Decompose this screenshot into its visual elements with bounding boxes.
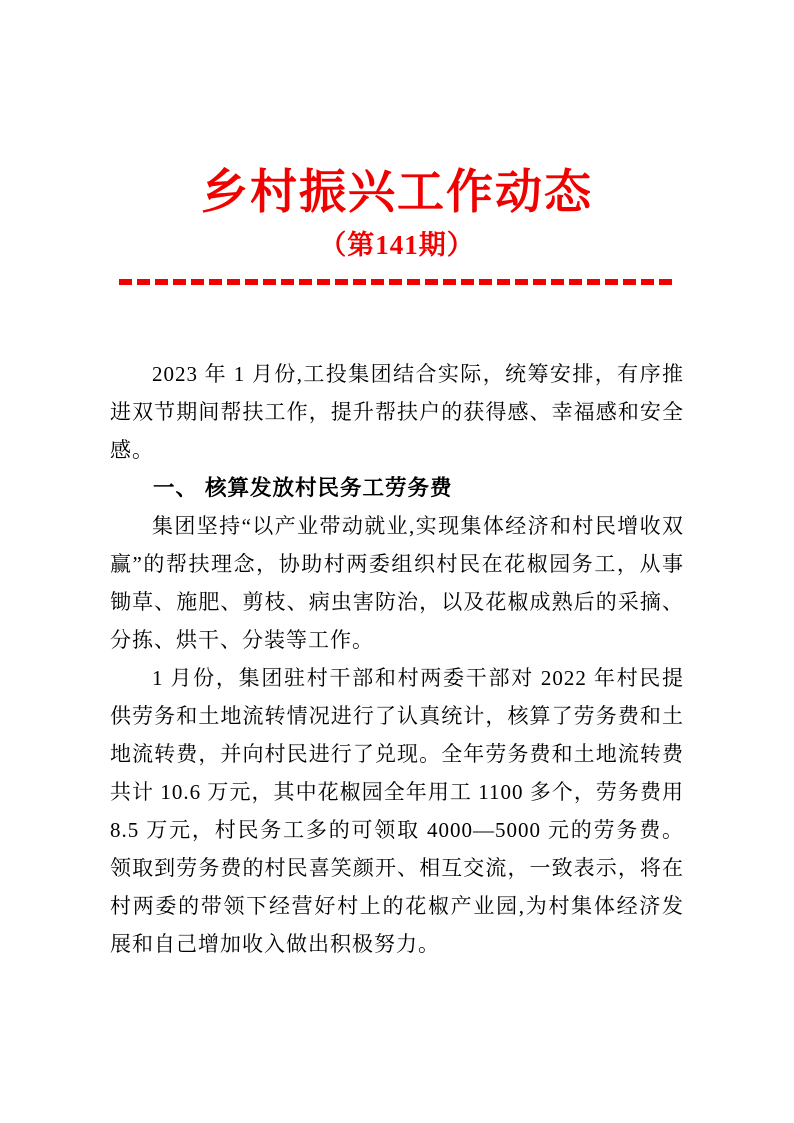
masthead xyxy=(0,0,794,285)
document-body xyxy=(110,285,684,963)
body-paragraph: 1 月份，集团驻村干部和村两委干部对 2022 年村民提供劳务和土地流转情况进行了认真统计，核算了劳务费和土地流转费，并向村民进行了兑现。全年劳务费和土地流转费共计 10.6 万元，其中花椒园全年用工 1100 多个，劳务费用 8.5 万元，村民务工多的可领取 4000—5000 元的劳务费。领取到劳务费的村民喜笑颜开、相互交流，一致表示，将在村两委的带领下经营好村上的花椒产业园,为村集体经济发展和自己增加收入做出积极努力。 xyxy=(110,665,684,956)
body-paragraph: 集团坚持“以产业带动就业,实现集体经济和村民增收双赢”的帮扶理念，协助村两委组织村民在花椒园务工，从事锄草、施肥、剪枝、病虫害防治，以及花椒成熟后的采摘、分拣、烘干、分装等工作。 xyxy=(110,513,684,652)
issue-number: （第141期） xyxy=(319,230,475,261)
section-heading: 一、 核算发放村民务工劳务费 xyxy=(153,475,453,500)
body-paragraph: 2023 年 1 月份,工投集团结合实际，统筹安排，有序推进双节期间帮扶工作，提升帮扶户的获得感、幸福感和安全感。 xyxy=(110,361,684,462)
document-title: 乡村振兴工作动态 xyxy=(201,167,593,219)
